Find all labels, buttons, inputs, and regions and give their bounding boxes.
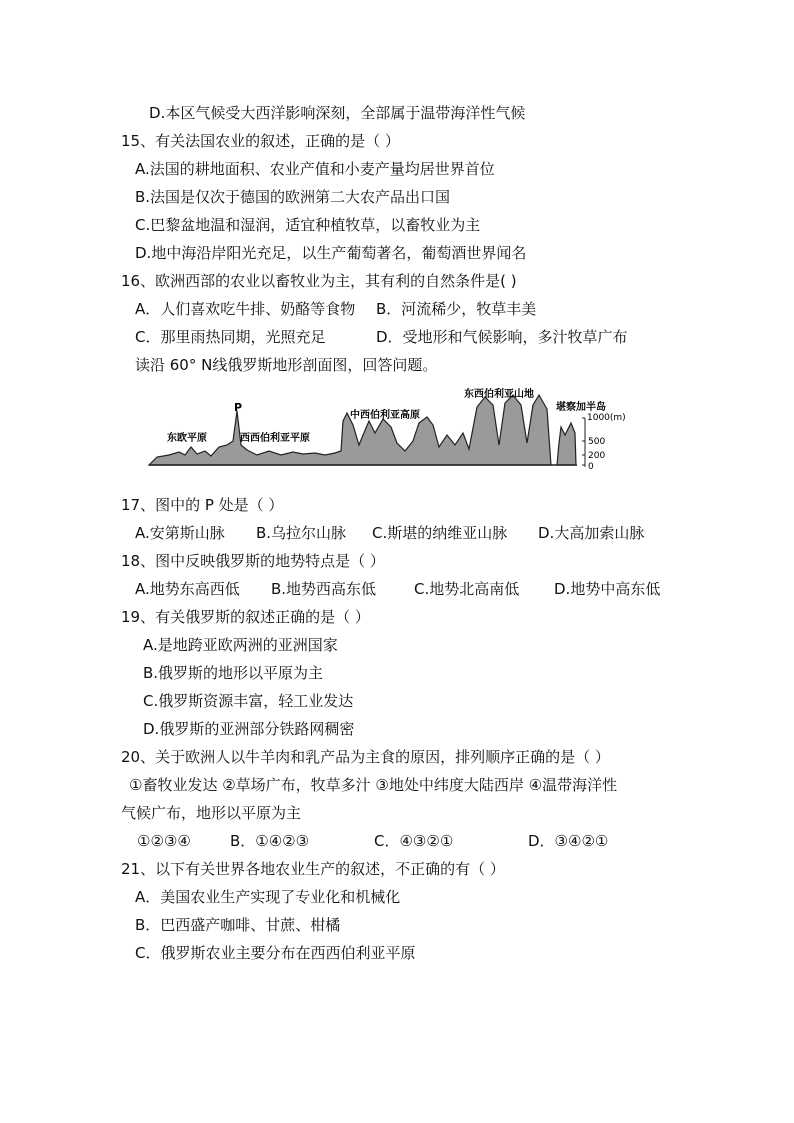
q17-option-b: B.乌拉尔山脉 bbox=[256, 524, 347, 542]
q17-stem: 17、图中的 P 处是（ ） bbox=[121, 496, 284, 514]
q19-option-b: B.俄罗斯的地形以平原为主 bbox=[143, 664, 324, 682]
q21-stem: 21、以下有关世界各地农业生产的叙述，不正确的有（ ） bbox=[121, 860, 505, 878]
q20-stem: 20、关于欧洲人以牛羊肉和乳产品为主食的原因，排列顺序正确的是（ ） bbox=[121, 748, 610, 766]
q21-option-c: C．俄罗斯农业主要分布在西西伯利亚平原 bbox=[135, 944, 416, 962]
label-kamchatka: 堪察加半岛 bbox=[556, 402, 606, 413]
q18-stem: 18、图中反映俄罗斯的地势特点是（ ） bbox=[121, 552, 385, 570]
q15-option-c: C.巴黎盆地温和湿润，适宜种植牧草，以畜牧业为主 bbox=[135, 216, 481, 234]
q18-option-b: B.地势西高东低 bbox=[271, 580, 377, 598]
q16-option-c: C．那里雨热同期，光照充足 bbox=[135, 328, 326, 346]
q15-stem: 15、有关法国农业的叙述，正确的是（ ） bbox=[121, 132, 400, 150]
scale-unit-label: 1000(m) bbox=[587, 413, 626, 423]
q20-option-c: C．④③②① bbox=[374, 832, 454, 850]
q18-option-a: A.地势东高西低 bbox=[135, 580, 240, 598]
q19-option-d: D.俄罗斯的亚洲部分铁路网稠密 bbox=[143, 720, 355, 738]
terrain-fill bbox=[149, 395, 551, 465]
q16-options-row-1 bbox=[135, 299, 695, 319]
q18-options-row bbox=[135, 579, 695, 599]
q18-option-c: C.地势北高南低 bbox=[414, 580, 520, 598]
q17-option-d: D.大高加索山脉 bbox=[538, 524, 645, 542]
q16-option-b: B．河流稀少，牧草丰美 bbox=[376, 300, 537, 318]
label-east-europe-plain: 东欧平原 bbox=[167, 433, 207, 444]
q21-option-b: B．巴西盛产咖啡、甘蔗、柑橘 bbox=[135, 916, 341, 934]
kamchatka-profile bbox=[557, 423, 576, 465]
q19-option-a: A.是地跨亚欧两洲的亚洲国家 bbox=[143, 636, 338, 654]
q15-option-d: D.地中海沿岸阳光充足，以生产葡萄著名，葡萄酒世界闻名 bbox=[135, 244, 527, 262]
q15-option-b: B.法国是仅次于德国的欧洲第二大农产品出口国 bbox=[135, 188, 451, 206]
q14-option-d: D.本区气候受大西洋影响深刻，全部属于温带海洋性气候 bbox=[149, 104, 526, 122]
reading-prompt: 读沿 60° N线俄罗斯地形剖面图，回答问题。 bbox=[135, 356, 438, 374]
q17-options-row bbox=[135, 523, 695, 543]
q16-option-a: A．人们喜欢吃牛排、奶酪等食物 bbox=[135, 300, 356, 318]
label-east-siberian-mountains: 东西伯利亚山地 bbox=[464, 389, 534, 400]
q20-reasons-line-1: ①畜牧业发达 ②草场广布，牧草多汁 ③地处中纬度大陆西岸 ④温带海洋性 bbox=[129, 776, 618, 794]
q20-option-a: ①②③④ bbox=[137, 832, 191, 850]
q20-options-row bbox=[137, 831, 697, 851]
russia-terrain-profile-figure bbox=[147, 385, 626, 475]
q20-reasons-line-2: 气候广布，地形以平原为主 bbox=[121, 804, 302, 822]
q21-option-a: A．美国农业生产实现了专业化和机械化 bbox=[135, 888, 401, 906]
q17-option-c: C.斯堪的纳维亚山脉 bbox=[372, 524, 508, 542]
q16-option-d: D．受地形和气候影响，多汁牧草广布 bbox=[376, 328, 628, 346]
label-west-siberian-plain: 西西伯利亚平原 bbox=[240, 433, 310, 444]
q16-stem: 16、欧洲西部的农业以畜牧业为主，其有利的自然条件是( ) bbox=[121, 272, 517, 290]
scale-label-200: 200 bbox=[588, 451, 606, 461]
q20-option-b: B．①④②③ bbox=[230, 832, 310, 850]
q17-option-a: A.安第斯山脉 bbox=[135, 524, 225, 542]
q16-options-row-2 bbox=[135, 327, 695, 347]
q20-option-d: D．③④②① bbox=[528, 832, 609, 850]
label-central-siberian-plateau: 中西伯利亚高原 bbox=[350, 410, 420, 421]
label-p-marker: P bbox=[234, 401, 243, 414]
q15-option-a: A.法国的耕地面积、农业产值和小麦产量均居世界首位 bbox=[135, 160, 495, 178]
scale-label-0: 0 bbox=[588, 462, 594, 472]
q19-stem: 19、有关俄罗斯的叙述正确的是（ ） bbox=[121, 608, 370, 626]
q19-option-c: C.俄罗斯资源丰富，轻工业发达 bbox=[143, 692, 354, 710]
q18-option-d: D.地势中高东低 bbox=[554, 580, 661, 598]
scale-label-500: 500 bbox=[588, 437, 606, 447]
